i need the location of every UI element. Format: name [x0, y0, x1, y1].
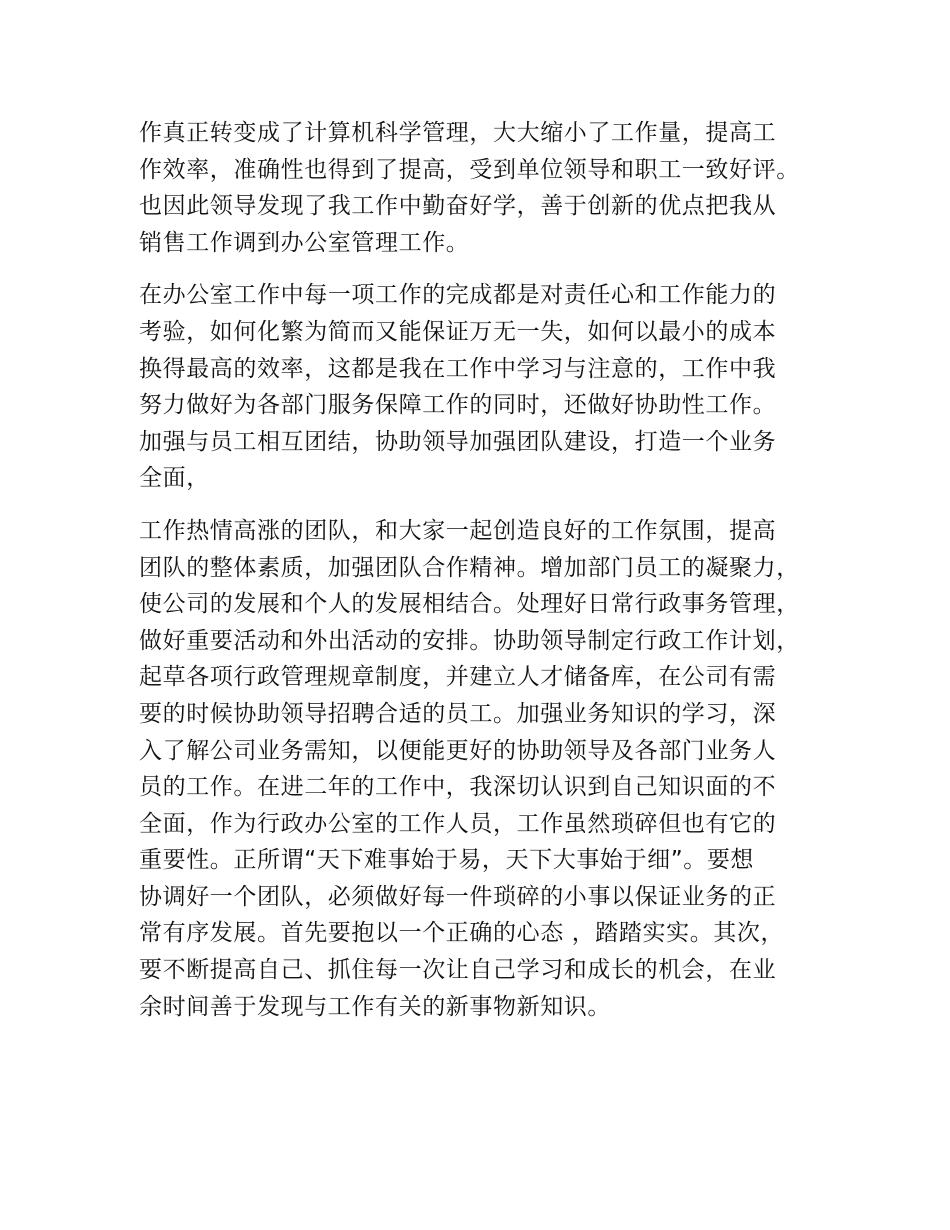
- text-line: 要不断提高自己、抓住每一次让自己学习和成长的机会，在业: [139, 957, 777, 984]
- paragraph-1: [139, 115, 829, 261]
- text-line: 加强与员工相互团结，协助领导加强团队建设，打造一个业务: [139, 428, 777, 455]
- document-body: [139, 115, 829, 1041]
- text-line: 全面，作为行政办公室的工作人员，工作虽然琐碎但也有它的: [139, 810, 777, 837]
- text-line: 换得最高的效率，这都是我在工作中学习与注意的，工作中我: [139, 355, 777, 382]
- text-line: 做好重要活动和外出活动的安排。协助领导制定行政工作计划，: [139, 627, 800, 654]
- text-line: 作效率，准确性也得到了提高，受到单位领导和职工一致好评。: [139, 156, 800, 183]
- text-line: 余时间善于发现与工作有关的新事物新知识。: [139, 993, 611, 1020]
- paragraph-2: [139, 277, 829, 497]
- text-line: 在办公室工作中每一项工作的完成都是对责任心和工作能力的: [139, 282, 777, 309]
- text-line: 要的时候协助领导招聘合适的员工。加强业务知识的学习，深: [139, 700, 777, 727]
- text-line: 常有序发展。首先要抱以一个正确的心态 ，踏踏实实。其次，: [139, 920, 785, 947]
- text-line: 重要性。正所谓“天下难事始于易，天下大事始于细”。要想: [139, 847, 755, 874]
- text-line: 销售工作调到办公室管理工作。: [139, 229, 470, 256]
- text-line: 协调好一个团队，必须做好每一件琐碎的小事以保证业务的正: [139, 883, 777, 910]
- text-line: 全面，: [139, 465, 210, 492]
- paragraph-3: [139, 513, 829, 1025]
- text-line: 工作热情高涨的团队，和大家一起创造良好的工作氛围，提高: [139, 517, 777, 544]
- text-line: 员的工作。在进二年的工作中，我深切认识到自己知识面的不: [139, 774, 777, 801]
- text-line: 入了解公司业务需知，以便能更好的协助领导及各部门业务人: [139, 737, 777, 764]
- text-line: 考验，如何化繁为简而又能保证万无一失，如何以最小的成本: [139, 318, 777, 345]
- text-line: 努力做好为各部门服务保障工作的同时，还做好协助性工作。: [139, 392, 777, 419]
- text-line: 作真正转变成了计算机科学管理，大大缩小了工作量，提高工: [139, 120, 777, 146]
- text-line: 团队的整体素质，加强团队合作精神。增加部门员工的凝聚力，: [139, 554, 800, 581]
- text-line: 起草各项行政管理规章制度，并建立人才储备库，在公司有需: [139, 664, 777, 691]
- text-line: 使公司的发展和个人的发展相结合。处理好日常行政事务管理，: [139, 591, 800, 618]
- text-line: 也因此领导发现了我工作中勤奋好学，善于创新的优点把我从: [139, 193, 777, 220]
